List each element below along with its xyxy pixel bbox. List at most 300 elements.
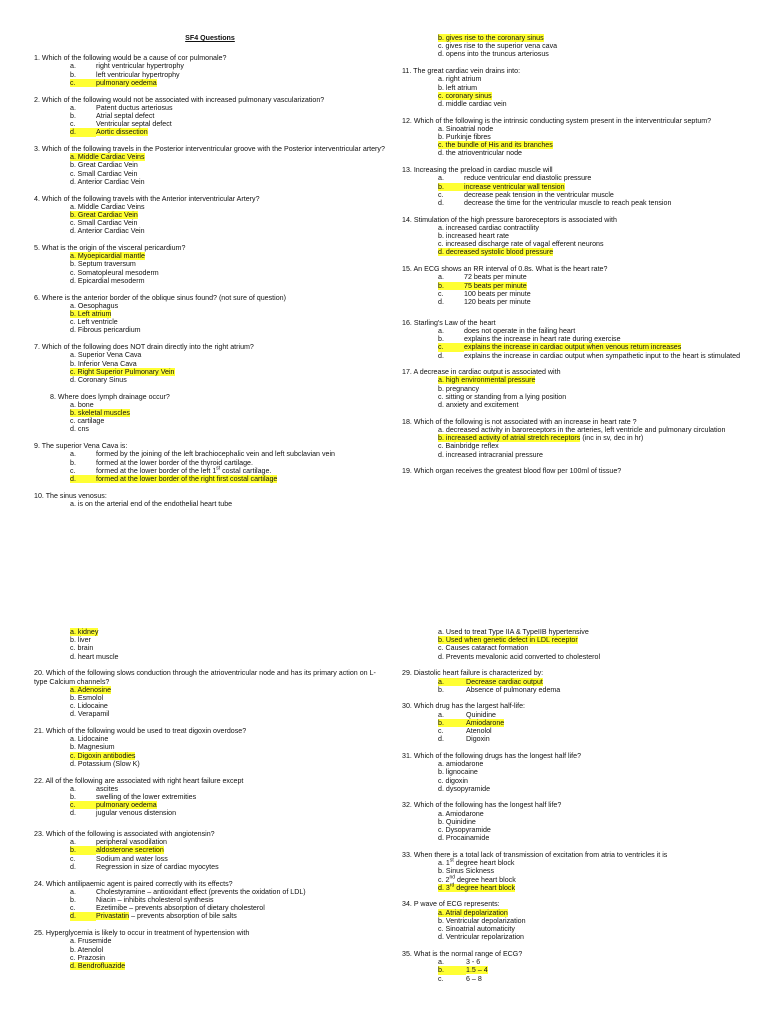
option-text: Left atrium	[77, 309, 112, 318]
answer-options	[402, 810, 732, 843]
answer-option-highlighted	[34, 79, 386, 87]
answer-option	[402, 834, 732, 842]
option-text: Middle Cardiac Veins	[77, 202, 145, 211]
question-item	[34, 96, 386, 137]
option-letter: a.	[438, 809, 446, 818]
option-letter: b.	[438, 434, 446, 443]
option-text: 120 beats per minute	[464, 297, 531, 306]
answer-option-highlighted	[34, 801, 386, 809]
question-item	[34, 145, 386, 186]
option-letter: a.	[438, 124, 446, 133]
answer-option-highlighted	[34, 211, 386, 219]
option-text: pregnancy	[445, 384, 480, 393]
option-text: Atenolol	[466, 727, 492, 736]
answer-option	[34, 500, 386, 508]
option-letter: b.	[70, 743, 78, 752]
option-letter: c.	[70, 367, 78, 376]
document-page-2	[0, 622, 768, 1024]
option-text: Frusemide	[77, 937, 112, 946]
answer-option	[402, 777, 732, 785]
answer-option	[34, 71, 386, 79]
question-item	[402, 752, 732, 793]
answer-option	[34, 104, 386, 112]
answer-option-highlighted	[402, 248, 732, 256]
option-letter: b.	[70, 359, 78, 368]
answer-option-highlighted	[34, 252, 386, 260]
answer-option-highlighted	[402, 141, 732, 149]
option-letter: b.	[438, 232, 446, 241]
answer-option	[402, 917, 732, 925]
answer-option-highlighted	[34, 912, 386, 920]
page1-left-column	[34, 0, 386, 517]
option-text: decrease peak tension in the ventricular muscle	[464, 190, 614, 199]
answer-option	[34, 260, 386, 268]
option-letter: a.	[438, 710, 444, 719]
option-letter: d.	[438, 198, 444, 207]
answer-options	[402, 711, 732, 744]
option-letter: c.	[438, 442, 446, 451]
option-letter: c.	[438, 776, 446, 785]
option-text: Used when genetic defect in LDL receptor	[445, 636, 578, 645]
option-text: formed at the lower border of the right first costal cartilage	[96, 474, 278, 483]
option-text: Lidocaine	[77, 702, 108, 711]
option-letter: b.	[70, 210, 78, 219]
option-text: 3 - 6	[466, 958, 481, 967]
question-text: 20. Which of the following slows conduction through the atrioventricular node and has its primary action on L-type Calcium channels?	[34, 669, 376, 686]
option-letter: b.	[70, 70, 76, 79]
option-letter: c.	[70, 318, 78, 327]
option-letter: c.	[70, 801, 96, 809]
question-text: 7. Which of the following does NOT drain directly into the right atrium?	[34, 343, 254, 352]
option-text: formed by the joining of the left brachiocephalic vein and left subclavian vein	[96, 450, 335, 459]
option-letter: d.	[438, 834, 446, 843]
page2-right-column	[402, 628, 732, 991]
option-text: Small Cardiac Vein	[77, 169, 138, 178]
question-text: 24. Which antilipaemic agent is paired correctly with its effects?	[34, 879, 233, 888]
answer-option	[402, 727, 732, 735]
option-letter: c.	[438, 343, 464, 351]
answer-option	[402, 335, 732, 343]
option-letter: c.	[438, 875, 446, 884]
answer-option	[34, 694, 386, 702]
option-text: high environmental pressure	[445, 376, 536, 385]
answer-option	[34, 269, 386, 277]
option-text: Causes cataract formation	[445, 644, 529, 653]
answer-option	[34, 636, 386, 644]
answer-option	[34, 161, 386, 169]
option-letter: d.	[438, 351, 444, 360]
question-item	[34, 343, 386, 384]
answer-options	[402, 376, 732, 409]
answer-options	[34, 838, 386, 871]
answer-options	[402, 909, 732, 942]
option-text: decreased activity in baroreceptors in the arteries, left ventricle and pulmonary circulation	[445, 425, 726, 434]
option-letter: a.	[70, 887, 76, 896]
option-letter: c.	[70, 702, 78, 711]
option-letter: b.	[438, 636, 446, 645]
answer-options	[34, 686, 386, 719]
answer-option	[34, 785, 386, 793]
answer-option-highlighted	[402, 434, 732, 442]
option-text: Prevents mevalonic acid converted to cholesterol	[445, 652, 601, 661]
option-text: Sodium and water loss	[96, 854, 168, 863]
answer-option-highlighted	[402, 343, 732, 351]
question-text: 21. Which of the following would be used to treat digoxin overdose?	[34, 727, 247, 736]
answer-option-highlighted	[402, 678, 732, 686]
question-item	[402, 315, 741, 360]
question-text: 23. Which of the following is associated with angiotensin?	[34, 830, 215, 839]
option-letter: a.	[438, 678, 466, 686]
question-item	[34, 294, 386, 335]
answer-options	[402, 174, 732, 207]
answer-options	[34, 785, 386, 818]
answer-option	[402, 232, 732, 240]
answer-option	[34, 855, 386, 863]
answer-option	[34, 112, 386, 120]
option-text: Amiodarone	[466, 718, 505, 727]
answer-options	[402, 958, 732, 983]
option-text: Regression in size of cardiac myocytes	[96, 862, 219, 871]
option-text: Left ventricle	[77, 318, 118, 327]
question-item	[402, 368, 732, 409]
option-text: pulmonary oedema	[96, 801, 157, 810]
answer-option	[34, 735, 386, 743]
option-text: increased cardiac contractility	[445, 223, 539, 232]
option-letter: a.	[70, 252, 78, 261]
question-text: 16. Starling's Law of the heart	[402, 318, 496, 327]
answer-option-highlighted	[34, 628, 386, 636]
option-text: kidney	[77, 628, 99, 636]
answer-option	[402, 393, 732, 401]
option-letter: b.	[438, 83, 446, 92]
option-text: 2nd degree heart block	[445, 874, 516, 884]
question-item	[34, 393, 386, 434]
option-letter: c.	[70, 417, 78, 426]
option-text: Atenolol	[77, 945, 104, 954]
option-text: 75 beats per minute	[464, 281, 527, 290]
answer-option-highlighted	[34, 310, 386, 318]
option-letter: b.	[438, 282, 464, 290]
question-item	[34, 442, 386, 483]
question-item	[402, 851, 732, 892]
option-text: coronary sinus	[445, 91, 492, 100]
option-text: Adenosine	[77, 685, 112, 694]
question-item	[402, 34, 732, 59]
option-letter: d.	[438, 735, 444, 744]
question-item	[34, 880, 386, 921]
option-text: increased heart rate	[445, 232, 509, 241]
question-text: 8. Where does lymph drainage occur?	[50, 392, 170, 401]
answer-options	[402, 859, 732, 892]
option-letter: c.	[70, 79, 96, 87]
option-letter: b.	[70, 260, 78, 269]
answer-option-highlighted	[402, 282, 732, 290]
option-text: does not operate in the failing heart	[464, 326, 576, 335]
question-item	[402, 900, 732, 941]
option-letter: c.	[70, 751, 78, 760]
option-text: Patent ductus arteriosus	[96, 103, 173, 112]
answer-options	[34, 104, 386, 137]
answer-option-highlighted	[402, 376, 732, 384]
option-letter: a.	[70, 400, 78, 409]
answer-option-highlighted	[402, 636, 732, 644]
question-text: 31. Which of the following drugs has the longest half life?	[402, 751, 582, 760]
option-letter: c.	[438, 240, 446, 249]
answer-option	[34, 937, 386, 945]
option-text: Coronary Sinus	[77, 375, 127, 384]
option-letter: d.	[70, 128, 96, 136]
answer-option	[34, 401, 386, 409]
option-text: Middle Cardiac Veins	[77, 153, 145, 162]
option-letter: a.	[438, 908, 446, 917]
option-text: Great Cardiac Vein	[77, 161, 138, 170]
option-text: right ventricular hypertrophy	[96, 62, 184, 71]
option-letter: a.	[438, 425, 446, 434]
option-letter: b.	[438, 966, 466, 974]
option-letter: b.	[438, 183, 464, 191]
option-letter: c.	[70, 466, 76, 475]
option-letter: a.	[438, 958, 444, 967]
answer-option	[34, 710, 386, 718]
option-text: Procainamide	[445, 834, 490, 843]
option-text: 72 beats per minute	[464, 273, 527, 282]
answer-option	[34, 896, 386, 904]
question-text: 17. A decrease in cardiac output is associated with	[402, 368, 561, 377]
question-item	[34, 54, 386, 87]
option-letter: c.	[438, 974, 444, 983]
answer-options	[34, 937, 386, 970]
option-text: increase ventricular wall tension	[464, 182, 565, 191]
option-text: Inferior Vena Cava	[77, 359, 137, 368]
answer-option	[402, 42, 732, 50]
question-text: 18. Which of the following is not associated with an increase in heart rate ?	[402, 417, 637, 426]
option-letter: c.	[438, 925, 446, 934]
answer-option-highlighted	[34, 153, 386, 161]
answer-options	[402, 628, 732, 661]
option-text: opens into the truncus arteriosus	[445, 50, 549, 59]
answer-option	[402, 686, 732, 694]
option-text: Amiodarone	[445, 809, 484, 818]
question-text: 22. All of the following are associated with right heart failure except	[34, 776, 244, 785]
option-letter: c.	[70, 219, 78, 228]
answer-options	[402, 34, 732, 59]
option-text: skeletal muscles	[77, 409, 130, 418]
option-letter: a.	[438, 859, 446, 868]
question-text: 12. Which of the following is the intrinsic conducting system present in the interventricular septum?	[402, 116, 712, 125]
option-text: Bainbridge reflex	[445, 442, 499, 451]
option-text: Ezetimibe – prevents absorption of dietary cholesterol	[96, 904, 265, 913]
option-text: Digoxin	[466, 735, 490, 744]
question-text: 4. Which of the following travels with the Anterior interventricular Artery?	[34, 194, 260, 203]
answer-option	[34, 178, 386, 186]
answer-options	[34, 628, 386, 661]
option-text: Potassium (Slow K)	[77, 759, 140, 768]
option-text: Privastatin	[96, 912, 130, 921]
option-letter: a.	[70, 499, 78, 508]
answer-option	[34, 904, 386, 912]
question-item	[34, 195, 386, 236]
question-text: 32. Which of the following has the longest half life?	[402, 801, 562, 810]
question-item	[34, 244, 386, 285]
option-letter: a.	[438, 760, 446, 769]
question-item	[34, 727, 386, 768]
answer-options	[34, 888, 386, 921]
option-letter: c.	[70, 644, 78, 653]
answer-options	[402, 125, 732, 158]
option-letter: d.	[70, 862, 76, 871]
answer-option	[34, 653, 386, 661]
answer-option	[402, 273, 732, 281]
option-letter: a.	[438, 174, 444, 183]
answer-option	[34, 760, 386, 768]
answer-option	[34, 863, 386, 871]
option-text: Sinoatrial node	[445, 124, 494, 133]
answer-option-highlighted	[34, 686, 386, 694]
question-text: 15. An ECG shows an RR interval of 0.8s. What is the heart rate?	[402, 265, 608, 274]
option-text: Anterior Cardiac Vein	[77, 177, 145, 186]
answer-options	[402, 273, 732, 306]
option-letter: d.	[70, 710, 78, 719]
question-item	[34, 492, 386, 508]
option-text: jugular venous distension	[96, 809, 177, 818]
option-letter: b.	[438, 719, 466, 727]
option-letter: c.	[70, 120, 76, 129]
question-text: 3. Which of the following travels in the Posterior interventricular groove with the Posterior interventricular artery?	[34, 145, 385, 154]
answer-option	[402, 426, 732, 434]
answer-option	[34, 302, 386, 310]
answer-option-highlighted	[402, 34, 732, 42]
option-letter: d.	[70, 961, 78, 970]
option-letter: b.	[438, 768, 446, 777]
answer-option	[402, 84, 732, 92]
option-text: 3rd degree heart block	[445, 882, 516, 892]
question-item	[34, 826, 386, 871]
answer-option	[402, 768, 732, 776]
option-letter: b.	[70, 693, 78, 702]
answer-options	[402, 326, 741, 360]
option-letter: c.	[438, 727, 444, 736]
option-text: is on the arterial end of the endothelial heart tube	[77, 499, 233, 508]
answer-option	[402, 958, 732, 966]
answer-options	[34, 62, 386, 87]
option-text: right atrium	[445, 75, 482, 84]
option-letter: d.	[438, 883, 446, 892]
option-text: Quinidine	[445, 817, 476, 826]
option-letter: b.	[438, 133, 446, 142]
option-text: swelling of the lower extremities	[96, 792, 197, 801]
option-letter: b.	[70, 409, 78, 418]
option-letter: d.	[70, 276, 78, 285]
option-letter: d.	[70, 652, 78, 661]
option-letter: b.	[70, 945, 78, 954]
answer-option	[34, 838, 386, 846]
option-letter: a.	[438, 75, 446, 84]
option-letter: d.	[70, 375, 78, 384]
answer-option	[34, 702, 386, 710]
question-item	[402, 628, 732, 661]
question-item	[402, 418, 732, 459]
option-text: Epicardial mesoderm	[77, 276, 145, 285]
question-text: 1. Which of the following would be a cause of cor pulmonale?	[34, 54, 227, 63]
answer-option	[402, 628, 732, 636]
question-item	[34, 777, 386, 818]
option-letter: c.	[438, 644, 446, 653]
answer-option	[402, 818, 732, 826]
answer-option	[34, 170, 386, 178]
answer-option	[402, 149, 732, 157]
document-title: SF4 Questions	[185, 34, 235, 42]
option-text: Niacin – inhibits cholesterol synthesis	[96, 895, 214, 904]
answer-option	[402, 351, 741, 360]
option-letter: c.	[438, 289, 444, 298]
option-letter: d.	[438, 50, 446, 59]
option-text: Myoepicardial mantle	[77, 252, 145, 261]
question-item	[402, 67, 732, 108]
answer-option	[402, 859, 732, 867]
option-letter: b.	[70, 792, 76, 801]
option-letter: a.	[438, 628, 446, 636]
option-letter: c.	[438, 141, 446, 150]
answer-options	[34, 500, 386, 508]
option-letter: d.	[438, 149, 446, 158]
option-text: increased discharge rate of vagal efferent neurons	[445, 240, 604, 249]
answer-option-highlighted	[34, 475, 386, 483]
answer-option	[34, 644, 386, 652]
option-letter: b.	[70, 161, 78, 170]
answer-options	[402, 678, 732, 694]
option-text: reduce ventricular end diastolic pressure	[464, 174, 592, 183]
option-text: Dysopyramide	[445, 826, 491, 835]
answer-option	[402, 826, 732, 834]
question-item	[402, 669, 732, 694]
option-letter: a.	[438, 223, 446, 232]
option-letter: b.	[70, 111, 76, 120]
option-text: Prazosin	[77, 953, 106, 962]
option-text: anxiety and excitement	[445, 401, 519, 410]
option-letter: a.	[70, 735, 78, 744]
answer-option	[402, 735, 732, 743]
answer-option	[402, 401, 732, 409]
option-letter: c.	[70, 953, 78, 962]
option-text: brain	[77, 644, 94, 653]
option-text: Sinoatrial automaticity	[445, 925, 515, 934]
option-letter: c.	[438, 190, 444, 199]
option-text: Quinidine	[466, 710, 496, 719]
option-text: cns	[77, 425, 89, 434]
question-text: 10. The sinus venosus:	[34, 491, 107, 500]
option-letter: b.	[70, 636, 78, 645]
option-letter: b.	[438, 34, 446, 42]
answer-options	[34, 735, 386, 768]
answer-option	[402, 385, 732, 393]
answer-option	[402, 290, 732, 298]
option-text: increased activity of atrial stretch receptors	[445, 434, 581, 443]
answer-option	[34, 62, 386, 70]
answer-options	[402, 224, 732, 257]
option-text: Digoxin antibodies	[77, 751, 136, 760]
answer-option	[402, 653, 732, 661]
option-text: pulmonary oedema	[96, 78, 157, 87]
question-list	[34, 628, 386, 970]
answer-option	[402, 711, 732, 719]
option-text: Fibrous pericardium	[77, 326, 141, 335]
option-letter: d.	[70, 425, 78, 434]
answer-option	[34, 467, 386, 475]
option-letter: d.	[438, 784, 446, 793]
option-letter: d.	[438, 297, 444, 306]
answer-options	[34, 252, 386, 285]
option-letter: a.	[70, 153, 78, 162]
